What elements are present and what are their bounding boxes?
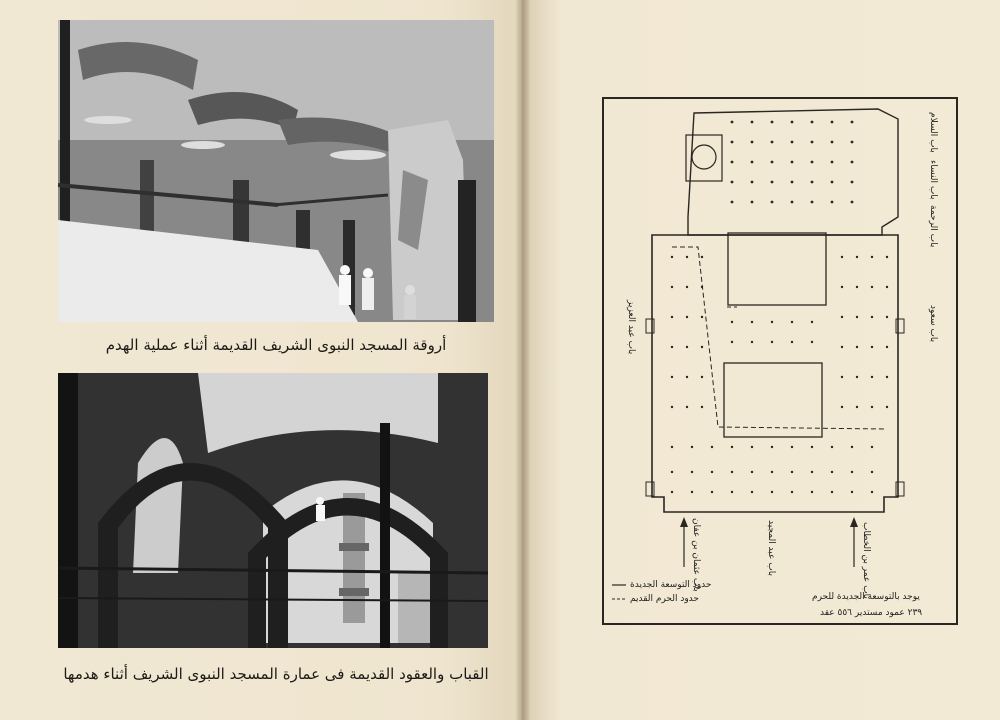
gate-label-bab-saud: باب سعود (928, 305, 938, 343)
legend-new-boundary: حدود التوسعة الجديدة (630, 580, 712, 590)
photo2-caption: القباب والعقود القديمة فى عمارة المسجد النبوى الشريف أثناء هدمها (63, 665, 489, 683)
gate-label-bab-abdulaziz: باب عبد العزيز (626, 300, 636, 355)
legend-old-boundary: حدود الحرم القديم (630, 594, 699, 604)
legend-column-count: ٢٣٩ عمود مستدير ٥٥٦ عقد (820, 608, 923, 618)
mosque-floor-plan (602, 97, 958, 625)
gate-label-bab-al-salam: باب السلام (928, 112, 938, 153)
gate-label-bab-al-nisa: باب النساء (928, 160, 938, 200)
legend-expansion-note: يوجد بالتوسعة الجديدة للحرم (812, 592, 920, 602)
gate-label-bab-umar: باب عمر بن الخطاب (861, 522, 871, 599)
gate-label-bab-abdulmajid: باب عبد المجيد (766, 520, 776, 576)
book-gutter (516, 0, 530, 720)
photo1-caption: أروقة المسجد النبوى الشريف القديمة أثناء عملية الهدم (105, 336, 447, 354)
domes-arches-photo (58, 373, 488, 648)
gate-label-bab-uthman: باب عثمان بن عفان (691, 518, 701, 592)
gate-label-bab-al-rahma: باب الرحمة (928, 205, 938, 248)
arcades-demolition-photo (58, 20, 494, 322)
